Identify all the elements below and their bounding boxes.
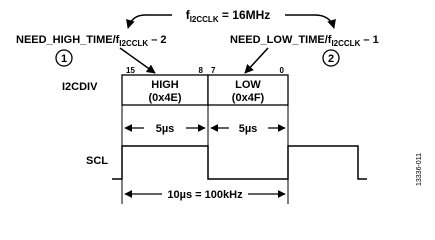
svg-text:NEED_HIGH_TIME/fI2CCLK – 2 <box>16 34 167 48</box>
bit-7-label: 7 <box>211 66 216 75</box>
figure-id: 13336-011 <box>416 153 423 186</box>
freq-value: = 16MHz <box>218 8 271 22</box>
period-label: 10µs = 100kHz <box>167 189 243 201</box>
high-time-formula <box>16 34 167 48</box>
low-field-arrow <box>245 48 268 73</box>
low-formula-tail: – 1 <box>360 34 379 46</box>
low-field-label: LOW <box>235 79 261 91</box>
header-right-arrow <box>285 15 334 28</box>
header-left-arrow <box>128 15 172 28</box>
low-formula-subscript: I2CCLK <box>331 39 361 48</box>
register-name: I2CDIV <box>62 81 98 93</box>
freq-subscript: I2CCLK <box>189 15 219 24</box>
high-formula-tail: – 2 <box>148 34 167 46</box>
low-time-label: 5µs <box>238 123 258 135</box>
bit-15-label: 15 <box>126 66 135 75</box>
frequency-header <box>186 8 271 24</box>
low-field-value: (0x4F) <box>231 92 265 104</box>
marker-2 <box>323 50 339 66</box>
high-time-label: 5µs <box>155 123 175 135</box>
high-field-label: HIGH <box>151 79 179 91</box>
marker-2-label: 2 <box>327 53 335 65</box>
bit-0-label: 0 <box>279 66 284 75</box>
marker-1 <box>56 50 72 66</box>
scl-signal-label: SCL <box>86 155 108 167</box>
high-formula-subscript: I2CCLK <box>119 39 149 48</box>
scl-waveform <box>112 146 367 179</box>
high-formula-text: NEED_HIGH_TIME/f <box>16 34 120 46</box>
high-field-value: (0x4E) <box>148 92 182 104</box>
low-time-formula <box>230 34 379 48</box>
svg-text:fI2CCLK = 16MHz <box>186 8 271 24</box>
svg-text:NEED_LOW_TIME/fI2CCLK – 1 <box>230 34 379 48</box>
bit-8-label: 8 <box>198 66 203 75</box>
low-formula-text: NEED_LOW_TIME/f <box>230 34 332 46</box>
freq-base: f <box>185 8 190 22</box>
marker-1-label: 1 <box>60 53 68 65</box>
